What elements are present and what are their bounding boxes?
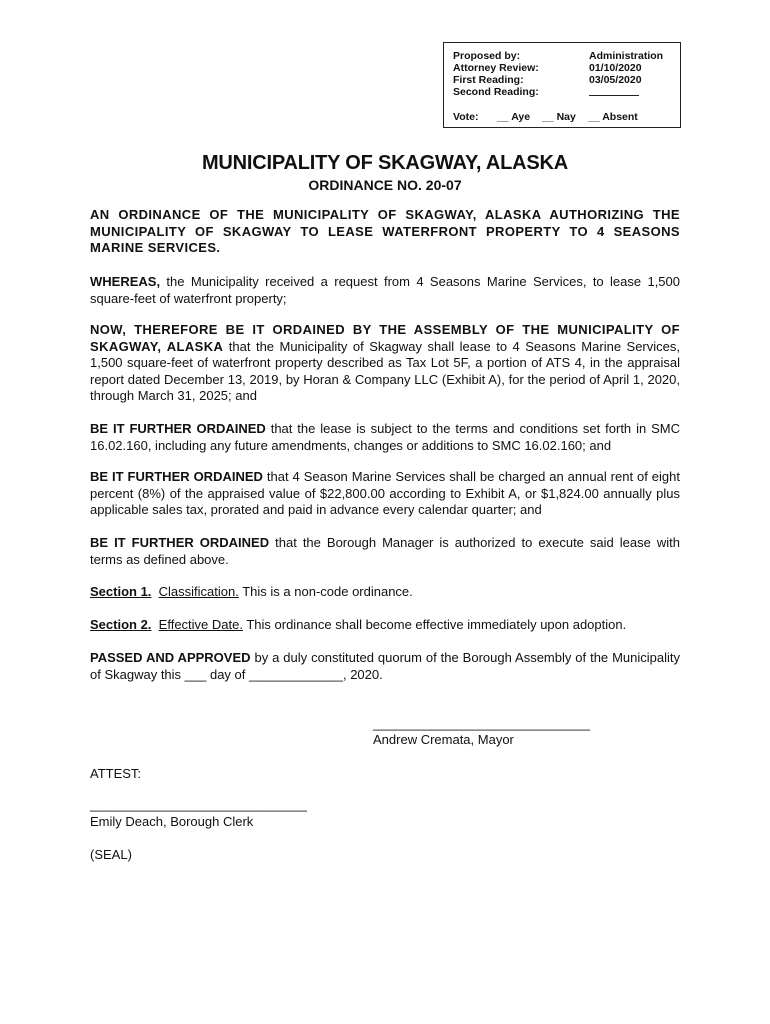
mayor-signature-line: ______________________________	[373, 716, 590, 731]
section-1-heading: Classification.	[158, 584, 239, 599]
vote-aye: __ Aye	[497, 111, 531, 123]
mayor-name: Andrew Cremata, Mayor	[373, 732, 514, 747]
first-reading-value: 03/05/2020	[589, 74, 642, 86]
passed-approved-clause	[90, 650, 680, 683]
routing-box	[443, 42, 681, 128]
attorney-review-value: 01/10/2020	[589, 62, 642, 74]
proposed-label: Proposed by:	[453, 50, 521, 62]
seal-label: (SEAL)	[90, 847, 132, 862]
further-3-text: that the Borough Manager is authorized to execute said lease with terms as defined above.	[90, 535, 680, 567]
section-2	[90, 617, 680, 634]
now-therefore-clause	[90, 322, 680, 405]
vote-absent: __ Absent	[588, 111, 638, 123]
clerk-name: Emily Deach, Borough Clerk	[90, 814, 254, 829]
section-2-label: Section 2.	[90, 617, 152, 632]
further-1-text: that the lease is subject to the terms and conditions set forth in SMC 16.02.160, including any future amendments, changes or additions to SMC 16.02.160; and	[90, 421, 680, 453]
vote-nay: __ Nay	[542, 111, 576, 123]
further-3-lead: BE IT FURTHER ORDAINED	[90, 535, 270, 550]
whereas-clause	[90, 274, 680, 307]
further-ordained-2	[90, 469, 680, 519]
further-2-lead: BE IT FURTHER ORDAINED	[90, 469, 263, 484]
section-1	[90, 584, 680, 601]
further-1-lead: BE IT FURTHER ORDAINED	[90, 421, 266, 436]
further-2-text: that 4 Season Marine Services shall be charged an annual rent of eight percent (8%) of the appraised value of $22,800.00 according to Exhibit A, or $1,824.00 annually plus applicable sales tax, prorated and paid in advance every calendar quarter; and	[90, 469, 681, 517]
attest-label: ATTEST:	[90, 766, 142, 781]
whereas-text: the Municipality received a request from 4 Seasons Marine Services, to lease 1,500 square-feet of waterfront property;	[90, 274, 680, 306]
vote-label: Vote:	[453, 111, 479, 123]
first-reading-label: First Reading:	[453, 74, 524, 86]
passed-lead: PASSED AND APPROVED	[90, 650, 251, 665]
second-reading-blank	[589, 86, 639, 99]
ordinance-number: ORDINANCE NO. 20-07	[308, 177, 462, 193]
section-1-text: This is a non-code ordinance.	[238, 584, 413, 599]
section-2-heading: Effective Date.	[158, 617, 243, 632]
now-therefore-lead: NOW, THEREFORE BE IT ORDAINED BY THE ASSEMBLY OF THE MUNICIPALITY OF SKAGWAY, ALASKA	[90, 322, 680, 354]
section-1-label: Section 1.	[90, 584, 152, 599]
whereas-lead: WHEREAS,	[90, 274, 161, 289]
preamble: AN ORDINANCE OF THE MUNICIPALITY OF SKAGWAY, ALASKA AUTHORIZING THE MUNICIPALITY OF SKAGWAY TO LEASE WATERFRONT PROPERTY TO 4 SEASONS MARINE SERVICES.	[90, 207, 680, 255]
further-ordained-3	[90, 535, 680, 568]
clerk-signature-line: ______________________________	[90, 797, 307, 812]
second-reading-label: Second Reading:	[453, 86, 539, 98]
further-ordained-1	[90, 421, 680, 454]
section-2-text: This ordinance shall become effective immediately upon adoption.	[242, 617, 627, 632]
proposed-value: Administration	[589, 50, 664, 62]
passed-text: by a duly constituted quorum of the Borough Assembly of the Municipality of Skagway this ___ day of _____________, 2020.	[90, 650, 680, 682]
page-title: MUNICIPALITY OF SKAGWAY, ALASKA	[201, 152, 569, 174]
attorney-review-label: Attorney Review:	[453, 62, 539, 74]
now-therefore-text: that the Municipality of Skagway shall lease to 4 Seasons Marine Services, 1,500 square-feet of waterfront property described as Tax Lot 5F, a portion of ATS 4, in the appraisal report dated December 13, 2019, by Horan & Company LLC (Exhibit A), for the period of April 1, 2020, through March 31, 2025; and	[90, 338, 680, 403]
